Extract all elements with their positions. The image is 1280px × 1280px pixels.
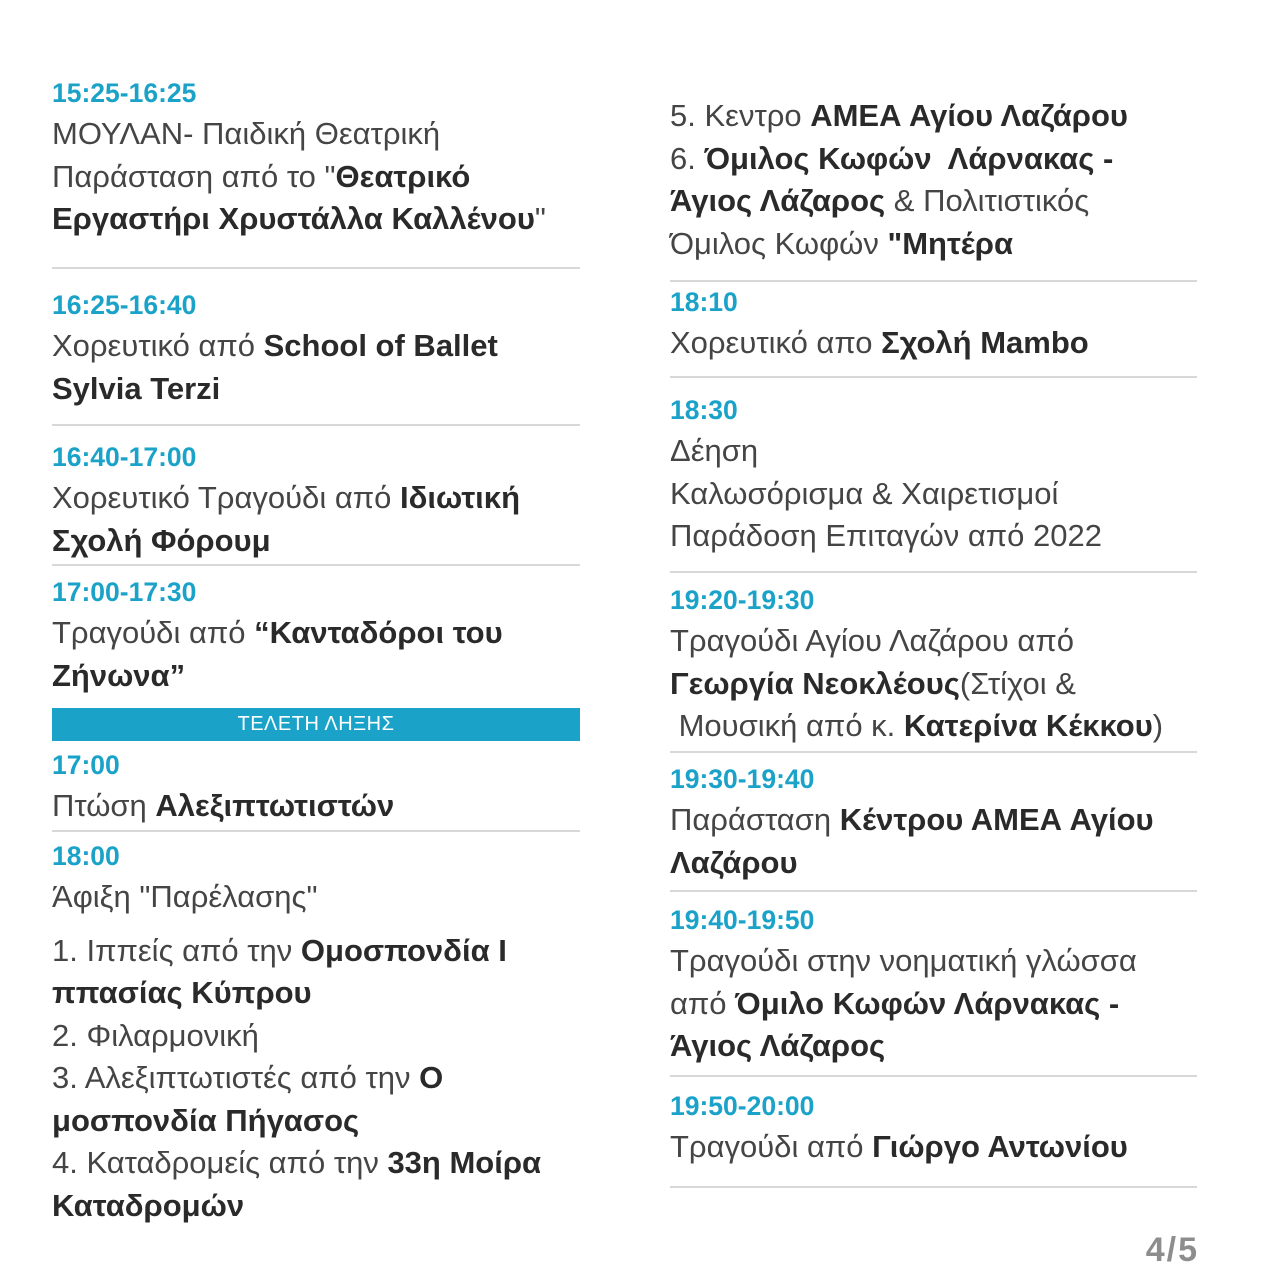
highlighted-name: Όμιλο Κωφών Λάρνακας - [735,985,1120,1021]
text-run: Τραγούδι στην νοηματική γλώσσα [670,943,1137,978]
text-line [670,940,1197,983]
item-description [670,799,1197,884]
divider [670,1186,1197,1188]
text-run: & Πολιτιστικός [885,183,1090,218]
page-number: 4/5 [1145,1231,1199,1269]
time-label: 16:40-17:00 [52,442,197,472]
highlighted-name: μοσπονδία Πήγασος [52,1102,360,1138]
text-run: Παράσταση από το " [52,158,336,194]
divider [670,751,1197,753]
text-line [52,1057,580,1100]
highlighted-name: Άγιος Λάζαρος [670,183,886,218]
highlighted-name: ΑΜΕΑ Αγίου Λαζάρου [810,98,1128,133]
time-label: 15:25-16:25 [52,78,197,108]
divider [670,1075,1197,1077]
schedule-item [670,285,1197,365]
item-description [52,785,580,828]
text-run: (Στίχοι & [959,665,1076,701]
text-line [52,477,580,520]
item-description [52,477,580,562]
text-line [670,138,1197,181]
highlighted-name: Σχολή Φόρουμ [52,522,271,558]
time-label: 17:00 [52,750,120,780]
text-run: Τραγούδι από [52,615,255,650]
text-line [670,799,1197,842]
text-line [670,430,1197,473]
text-run: 1. Ιππείς από την [52,932,301,968]
section-banner [52,708,580,741]
item-description [52,876,580,919]
schedule-item [52,288,580,410]
time-label: 19:30-19:40 [670,764,815,794]
text-line [52,198,580,241]
highlighted-name: Λαζάρου [670,844,798,880]
highlighted-name: Καταδρομών [52,1187,245,1223]
text-run: 6. [670,140,705,176]
right-column [670,0,1197,1280]
highlighted-name: Αλεξιπτωτιστών [155,788,395,823]
left-column [52,0,580,1280]
text-line [52,612,580,655]
text-run: Χορευτικό από [52,328,264,363]
divider [52,267,580,269]
item-description [52,113,580,241]
text-run: Τραγούδι από [670,1129,873,1164]
divider [670,280,1197,282]
item-description [670,940,1197,1068]
item-description [670,95,1197,265]
divider [670,571,1197,573]
schedule-item [670,95,1197,265]
text-line [670,983,1197,1026]
item-description [52,930,580,1228]
item-description [670,1126,1197,1169]
text-run: ΜΟΥΛΑΝ- Παιδική Θεατρική [52,116,441,151]
text-run: Παράδοση Επιταγών από 2022 [670,518,1102,553]
highlighted-name: "Μητέρα [887,225,1014,261]
divider [52,830,580,832]
highlighted-name: Εργαστήρι Χρυστάλλα Καλλένου [52,201,535,236]
highlighted-name: Ιδιωτική [399,480,521,515]
item-description [670,620,1197,748]
text-line [670,473,1197,516]
schedule-item [670,393,1197,558]
time-label: 16:25-16:40 [52,290,197,320]
text-run: Μουσική από κ. [670,708,904,743]
text-run: Χορευτικό Τραγούδι από [52,480,400,515]
highlighted-name: Ζήνωνα” [52,657,186,693]
time-label: 19:20-19:30 [670,585,815,615]
text-line [52,520,580,563]
schedule-item [52,76,580,241]
time-label: 18:30 [670,395,738,425]
highlighted-name: Άγιος Λάζαρος [670,1028,886,1063]
text-line [52,156,580,199]
text-run: Τραγούδι Αγίου Λαζάρου από [670,623,1074,658]
highlighted-name: ππασίας Κύπρου [52,975,312,1010]
schedule-item [52,839,580,1227]
schedule-item [670,762,1197,884]
text-line [670,322,1197,365]
text-run: 2. Φιλαρμονική [52,1017,259,1053]
schedule-item [670,1089,1197,1169]
text-run: " [534,201,546,236]
text-line [52,325,580,368]
schedule-item [52,748,580,828]
text-line [670,95,1197,138]
text-line [52,876,580,919]
text-run: Δέηση [670,433,759,468]
schedule-item [670,903,1197,1068]
text-run: Όμιλος Κωφών [670,225,888,261]
text-line [670,180,1197,223]
item-description [670,322,1197,365]
highlighted-name: Sylvia Terzi [52,370,221,406]
text-line [52,368,580,411]
text-line [670,705,1197,748]
highlighted-name: Ο [419,1060,444,1095]
text-line [52,972,580,1015]
schedule-item [52,440,580,562]
time-label: 19:50-20:00 [670,1091,815,1121]
highlighted-name: “Κανταδόροι του [254,615,503,650]
text-line [52,113,580,156]
text-run: από [670,985,736,1021]
schedule-item [52,575,580,697]
time-label: 17:00-17:30 [52,577,197,607]
item-description [52,325,580,410]
text-line [670,663,1197,706]
highlighted-name: Σχολή Mambo [881,325,1089,360]
highlighted-name: 33η Μοίρα [387,1145,542,1180]
highlighted-name: Κατερίνα Κέκκου [903,708,1153,743]
time-label: 18:00 [52,841,120,871]
text-run: Παράσταση [670,802,840,837]
text-line [52,1185,580,1228]
divider [670,376,1197,378]
highlighted-name: Όμιλος Κωφών Λάρνακας - [704,140,1114,176]
text-line [670,620,1197,663]
divider [670,890,1197,892]
highlighted-name: Γιώργο Αντωνίου [872,1129,1128,1164]
text-line [52,930,580,973]
text-line [670,223,1197,266]
text-run: ) [1152,708,1164,743]
highlighted-name: Θεατρικό [335,158,471,194]
highlighted-name: School of Ballet [263,328,498,363]
text-run: Καλωσόρισμα & Χαιρετισμοί [670,475,1059,511]
text-line [52,785,580,828]
text-run: 5. Κεντρο [670,98,811,133]
text-run: Άφιξη "Παρέλασης" [52,879,318,914]
text-line [52,1142,580,1185]
text-run: Πτώση [52,788,156,823]
text-line [670,515,1197,558]
text-run: 3. Αλεξιπτωτιστές από την [52,1060,420,1095]
item-description [670,430,1197,558]
highlighted-name: Γεωργία Νεοκλέους [670,665,960,701]
divider [52,564,580,566]
section-banner-label: ΤΕΛΕΤΗ ΛΗΞΗΣ [237,713,395,735]
highlighted-name: Κέντρου ΑΜΕΑ Αγίου [839,802,1154,837]
text-line [670,1126,1197,1169]
text-line [52,1015,580,1058]
item-description [52,612,580,697]
text-line [670,1025,1197,1068]
text-run: Χορευτικό απο [670,325,882,360]
divider [52,424,580,426]
text-run: 4. Καταδρομείς από την [52,1145,388,1180]
text-line [52,1100,580,1143]
text-line [670,842,1197,885]
text-line [52,655,580,698]
schedule-item [670,583,1197,748]
time-label: 19:40-19:50 [670,905,815,935]
highlighted-name: Ομοσπονδία Ι [300,932,507,968]
time-label: 18:10 [670,287,738,317]
